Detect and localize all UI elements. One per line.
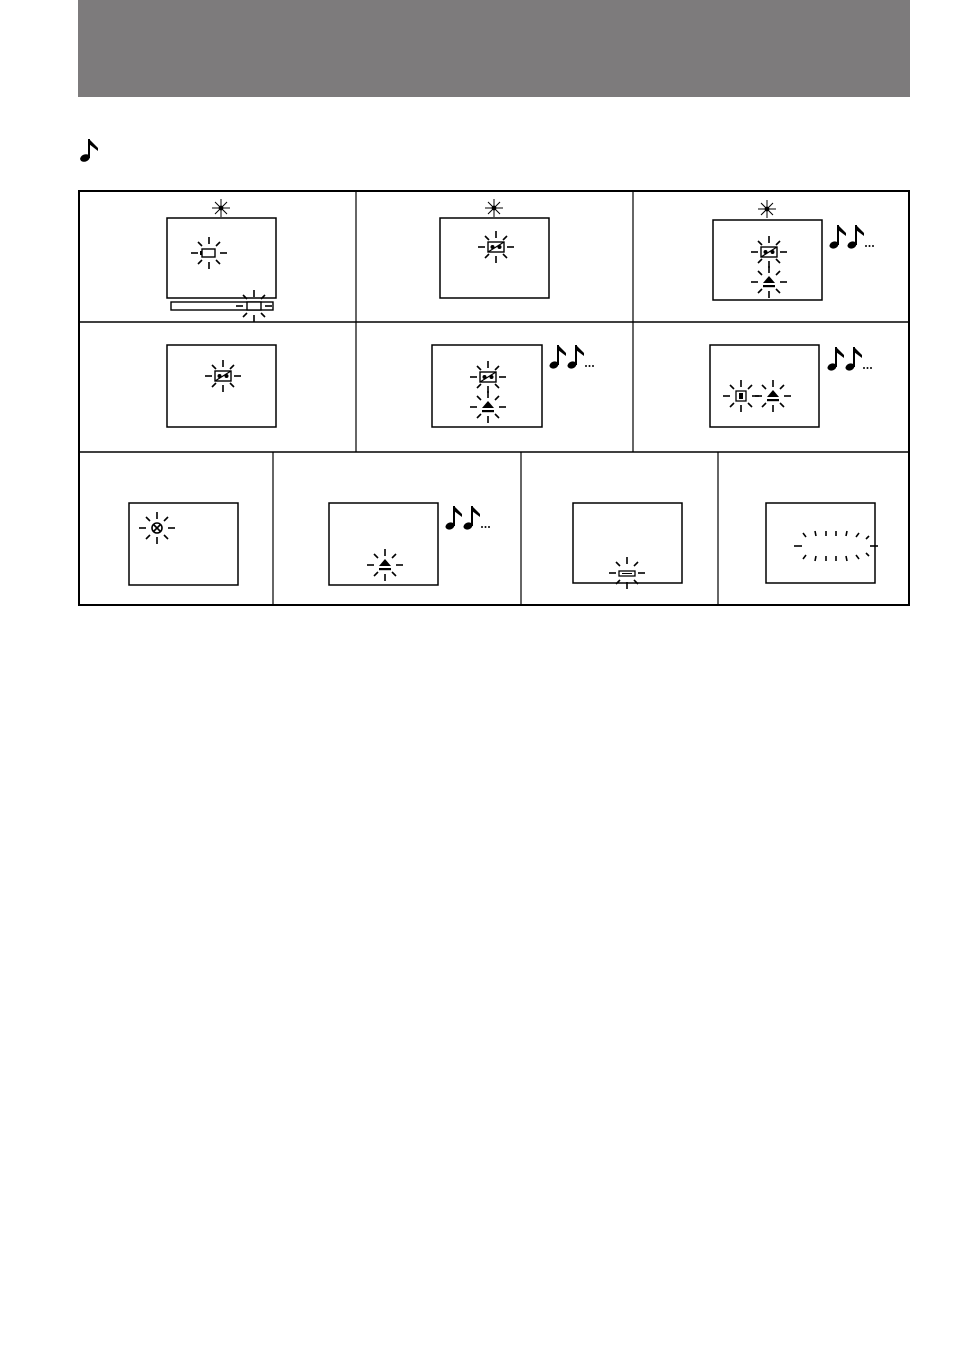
tape-end-icon bbox=[619, 571, 635, 576]
cell-tape-end bbox=[573, 503, 682, 589]
cell-dashed-bar bbox=[766, 503, 878, 583]
sun-lamp-icon bbox=[212, 199, 230, 217]
viewfinder-screen bbox=[167, 218, 276, 298]
sun-lamp-icon bbox=[485, 199, 503, 217]
viewfinder-screen bbox=[167, 345, 276, 427]
cassette-icon bbox=[488, 242, 504, 252]
condensation-icon bbox=[152, 523, 162, 533]
header-band bbox=[78, 0, 910, 97]
cell-cassette-only bbox=[167, 345, 276, 427]
cell-cassette-warning bbox=[440, 199, 549, 298]
viewfinder-screen bbox=[710, 345, 819, 427]
warning-indicator-grid bbox=[78, 190, 911, 607]
viewfinder-screen bbox=[713, 220, 822, 300]
cassette-icon bbox=[761, 247, 777, 257]
viewfinder-screen bbox=[440, 218, 549, 298]
music-note-icon bbox=[78, 136, 102, 164]
battery-icon bbox=[200, 249, 215, 257]
cassette-icon bbox=[215, 371, 231, 381]
cassette-icon bbox=[480, 372, 496, 382]
viewfinder-screen bbox=[129, 503, 238, 585]
viewfinder-screen bbox=[329, 503, 438, 585]
viewfinder-screen bbox=[766, 503, 875, 583]
viewfinder-screen bbox=[432, 345, 542, 427]
battery-icon bbox=[247, 302, 261, 310]
beep-notes-icon bbox=[445, 506, 490, 531]
beep-notes-icon bbox=[549, 345, 594, 370]
cell-cassette-eject-beep bbox=[713, 200, 874, 300]
lock-icon bbox=[736, 391, 746, 401]
beep-notes-icon bbox=[827, 347, 872, 372]
cell-eject-only bbox=[329, 503, 490, 585]
cell-battery-low bbox=[167, 199, 276, 322]
sun-lamp-icon bbox=[758, 200, 776, 218]
cell-condensation bbox=[129, 503, 238, 585]
cell-cassette-eject bbox=[432, 345, 594, 427]
beep-notes-icon bbox=[829, 225, 874, 250]
cell-lock-eject bbox=[710, 345, 872, 427]
